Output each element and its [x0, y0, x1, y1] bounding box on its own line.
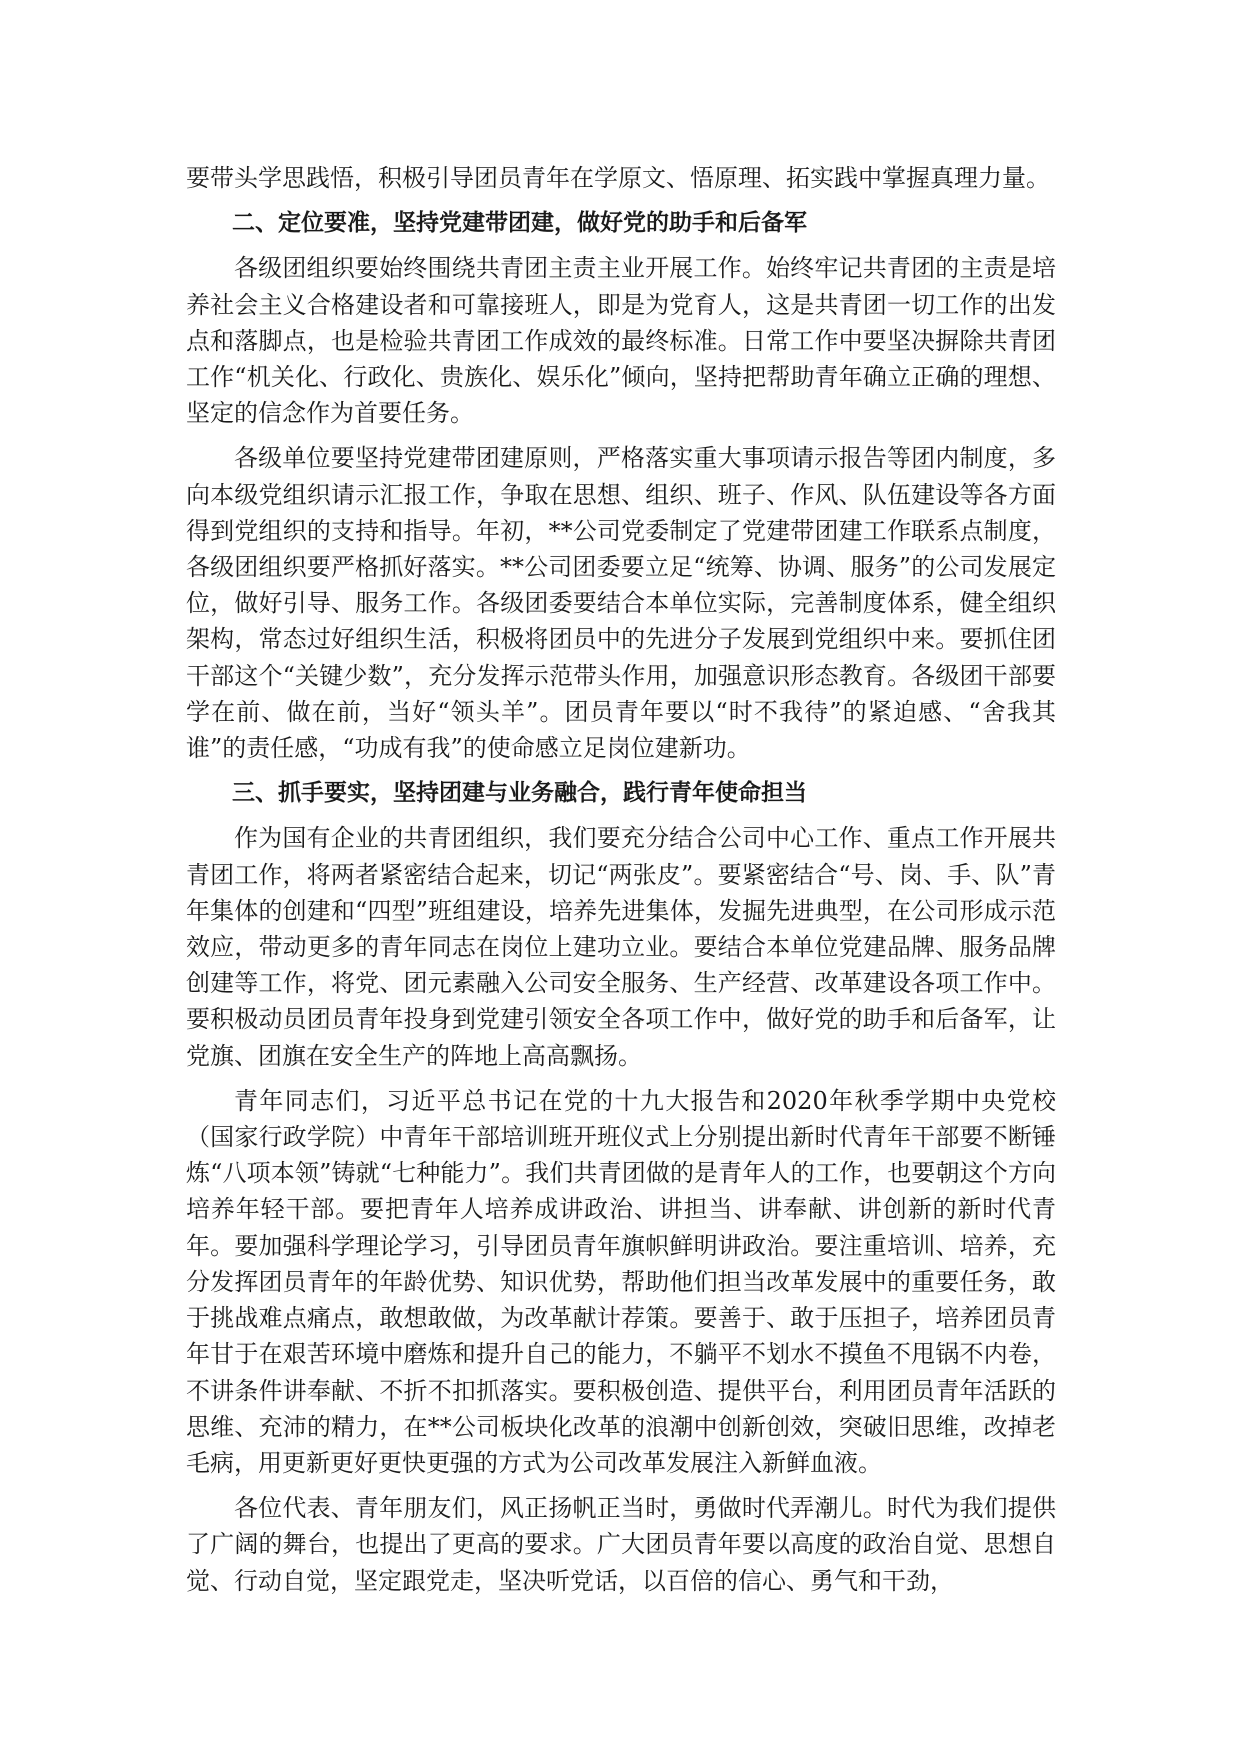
paragraph: 作为国有企业的共青团组织，我们要充分结合公司中心工作、重点工作开展共青团工作，将两者紧密结合起来，切记“两张皮”。要紧密结合“号、岗、手、队”青年集体的创建和“四型”班组建设，培养先进集体，发掘先进典型，在公司形成示范效应，带动更多的青年同志在岗位上建功立业。要结合本单位党建品牌、服务品牌创建等工作，将党、团元素融入公司安全服务、生产经营、改革建设各项工作中。要积极动员团员青年投身到党建引领安全各项工作中，做好党的助手和后备军，让党旗、团旗在安全生产的阵地上高高飘扬。 — [186, 824, 1056, 1070]
section-heading-2: 二、定位要准，坚持党建带团建，做好党的助手和后备军 — [232, 210, 807, 237]
paragraph-continuation: 要带头学思践悟，积极引导团员青年在学原文、悟原理、拓实践中掌握真理力量。 — [186, 164, 1050, 192]
paragraph: 各级团组织要始终围绕共青团主责主业开展工作。始终牢记共青团的主责是培养社会主义合格建设者和可靠接班人，即是为党育人，这是共青团一切工作的出发点和落脚点，也是检验共青团工作成效的最终标准。日常工作中要坚决摒除共青团工作“机关化、行政化、贵族化、娱乐化”倾向，坚持把帮助青年确立正确的理想、坚定的信念作为首要任务。 — [186, 254, 1056, 428]
document-page — [186, 160, 1056, 1608]
section-heading-3: 三、抓手要实，坚持团建与业务融合，践行青年使命担当 — [232, 780, 807, 807]
paragraph: 青年同志们，习近平总书记在党的十九大报告和2020年秋季学期中央党校（国家行政学院）中青年干部培训班开班仪式上分别提出新时代青年干部要不断锤炼“八项本领”铸就“七种能力”。我们共青团做的是青年人的工作，也要朝这个方向培养年轻干部。要把青年人培养成讲政治、讲担当、讲奉献、讲创新的新时代青年。要加强科学理论学习，引导团员青年旗帜鲜明讲政治。要注重培训、培养，充分发挥团员青年的年龄优势、知识优势，帮助他们担当改革发展中的重要任务，敢于挑战难点痛点，敢想敢做，为改革献计荐策。要善于、敢于压担子，培养团员青年甘于在艰苦环境中磨炼和提升自己的能力，不躺平不划水不摸鱼不甩锅不内卷，不讲条件讲奉献、不折不扣抓落实。要积极创造、提供平台，利用团员青年活跃的思维、充沛的精力，在**公司板块化改革的浪潮中创新创效，突破旧思维，改掉老毛病，用更新更好更快更强的方式为公司改革发展注入新鲜血液。 — [186, 1086, 1056, 1477]
paragraph: 各级单位要坚持党建带团建原则，严格落实重大事项请示报告等团内制度，多向本级党组织请示汇报工作，争取在思想、组织、班子、作风、队伍建设等各方面得到党组织的支持和指导。年初，**公司党委制定了党建带团建工作联系点制度，各级团组织要严格抓好落实。**公司团委要立足“统筹、协调、服务”的公司发展定位，做好引导、服务工作。各级团委要结合本单位实际，完善制度体系，健全组织架构，常态过好组织生活，积极将团员中的先进分子发展到党组织中来。要抓住团干部这个“关键少数”，充分发挥示范带头作用，加强意识形态教育。各级团干部要学在前、做在前，当好“领头羊”。团员青年要以“时不我待”的紧迫感、“舍我其谁”的责任感，“功成有我”的使命感立足岗位建新功。 — [186, 444, 1056, 763]
paragraph: 各位代表、青年朋友们，风正扬帆正当时，勇做时代弄潮儿。时代为我们提供了广阔的舞台，也提出了更高的要求。广大团员青年要以高度的政治自觉、思想自觉、行动自觉，坚定跟党走，坚决听党话，以百倍的信心、勇气和干劲， — [186, 1494, 1056, 1595]
